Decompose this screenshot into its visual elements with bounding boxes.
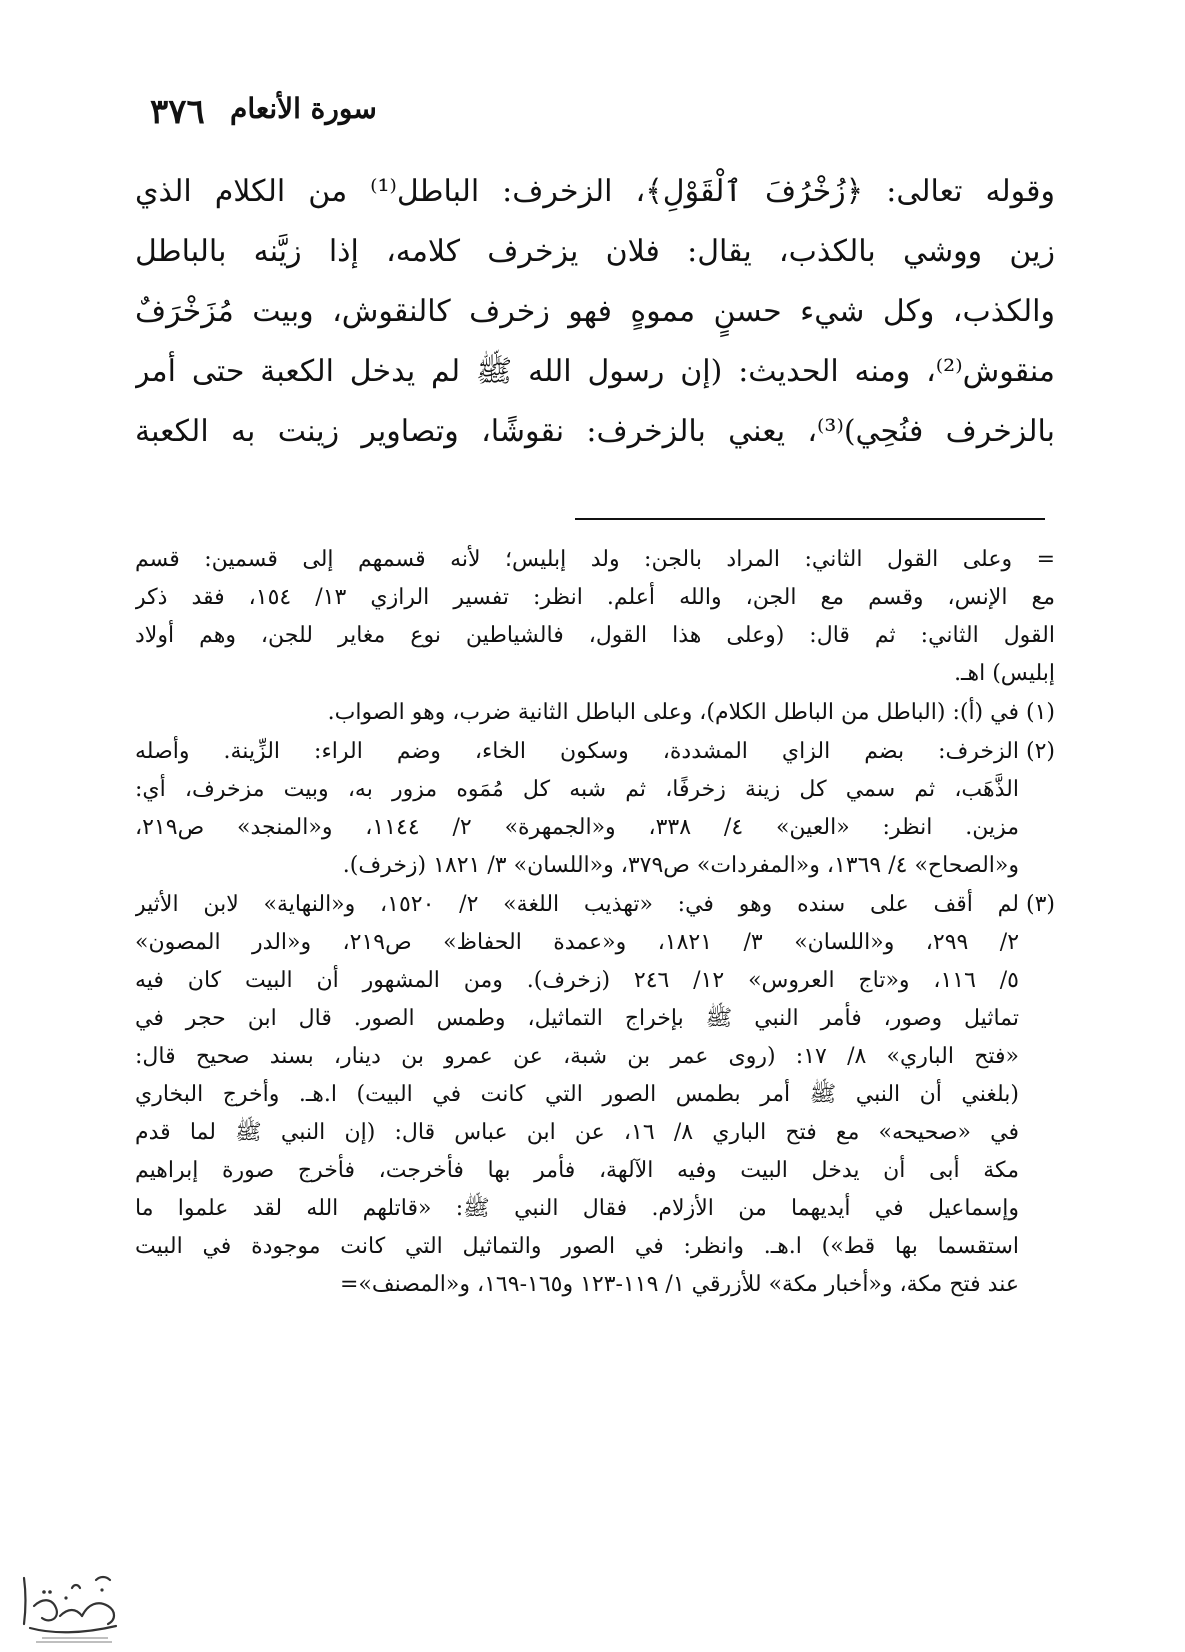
footnote-line: تماثيل وصور، فأمر النبي ﷺ بإخراج التماثيل، وطمس الصور. قال ابن حجر في xyxy=(135,1006,1019,1031)
main-text-line: منقوش⁽²⁾، ومنه الحديث: (إن رسول الله ﷺ لم يدخل الكعبة حتى أمر xyxy=(135,354,1055,389)
footnote-line: الذَّهَب، ثم سمي كل زينة زخرفًا، ثم شبه كل مُمَوه مزور به، وبيت مزخرف، أي: xyxy=(135,777,1019,802)
footnote-line: ٢/ ٢٩٩، و«اللسان» ٣/ ١٨٢١، و«عمدة الحفاظ» ص٢١٩، و«الدر المصون» xyxy=(135,930,1019,955)
footnote-1 xyxy=(135,694,1055,732)
main-text-line: زين ووشي بالكذب، يقال: فلان يزخرف كلامه، إذا زيَّنه بالباطل xyxy=(135,234,1055,269)
footnote-divider xyxy=(575,518,1045,520)
main-text xyxy=(135,162,1055,462)
footnote-line: عند فتح مكة، و«أخبار مكة» للأزرقي ١/ ١١٩-١٢٣ و١٦٥-١٦٩، و«المصنف»= xyxy=(340,1272,1019,1297)
footnote-line: الزخرف: بضم الزاي المشددة، وسكون الخاء، وضم الراء: الزِّينة. وأصله xyxy=(135,739,1019,764)
watermark-logo xyxy=(12,1558,132,1648)
calligraphy-logo-icon xyxy=(12,1558,132,1648)
footnote-line: مع الإنس، وقسم مع الجن، والله أعلم. انظر: تفسير الرازي ١٣/ ١٥٤، فقد ذكر xyxy=(135,585,1055,610)
footnote-continued xyxy=(135,541,1055,693)
footnote-line: لم أقف على سنده وهو في: «تهذيب اللغة» ٢/ ١٥٢٠، و«النهاية» لابن الأثير xyxy=(135,892,1019,917)
main-text-line: بالزخرف فنُحِي)⁽³⁾، يعني بالزخرف: نقوشًا، وتصاوير زينت به الكعبة xyxy=(135,414,1055,449)
footnote-line: مكة أبى أن يدخل البيت وفيه الآلهة، فأمر بها فأخرجت، فأخرج صورة إبراهيم xyxy=(135,1158,1019,1183)
footnote-line: إبليس) اهـ. xyxy=(954,661,1055,686)
footnote-line: في (أ): (الباطل من الباطل الكلام)، وعلى الباطل الثانية ضرب، وهو الصواب. xyxy=(327,700,1019,725)
footnote-line: في «صحيحه» مع فتح الباري ٨/ ١٦، عن ابن عباس قال: (إن النبي ﷺ لما قدم xyxy=(135,1120,1019,1145)
footnotes xyxy=(135,540,1055,1304)
footnote-line: و«الصحاح» ٤/ ١٣٦٩، و«المفردات» ص٣٧٩، و«اللسان» ٣/ ١٨٢١ (زخرف). xyxy=(342,853,1019,878)
footnote-line: وإسماعيل في أيديهما من الأزلام. فقال النبي ﷺ: «قاتلهم الله لقد علموا ما xyxy=(135,1196,1019,1221)
footnote-line: «فتح الباري» ٨/ ١٧: (روى عمر بن شبة، عن عمرو بن دينار، بسند صحيح قال: xyxy=(135,1044,1019,1069)
footnote-2 xyxy=(135,733,1055,885)
page-number: ٣٧٦ xyxy=(150,92,205,132)
footnote-line: القول الثاني: ثم قال: (وعلى هذا القول، فالشياطين نوع مغاير للجن، وهم أولاد xyxy=(135,623,1055,648)
main-text-line: والكذب، وكل شيء حسنٍ مموهٍ فهو زخرف كالنقوش، وبيت مُزَخْرَفٌ xyxy=(135,294,1055,329)
footnote-line: = وعلى القول الثاني: المراد بالجن: ولد إبليس؛ لأنه قسمهم إلى قسمين: قسم xyxy=(135,547,1055,572)
footnote-line: مزين. انظر: «العين» ٤/ ٣٣٨، و«الجمهرة» ٢/ ١١٤٤، و«المنجد» ص٢١٩، xyxy=(135,815,1019,840)
footnote-line: استقسما بها قط») ا.هـ. وانظر: في الصور والتماثيل التي كانت موجودة في البيت xyxy=(135,1234,1019,1259)
surah-title: سورة الأنعام xyxy=(230,92,377,125)
footnote-3 xyxy=(135,886,1055,1304)
footnote-marker: (٢) xyxy=(1025,739,1055,764)
footnote-line: ٥/ ١١٦، و«تاج العروس» ١٢/ ٢٤٦ (زخرف). ومن المشهور أن البيت كان فيه xyxy=(135,968,1019,993)
footnote-marker: (١) xyxy=(1025,700,1055,725)
footnote-marker: (٣) xyxy=(1025,892,1055,917)
main-text-line: وقوله تعالى: ﴿زُخْرُفَ ٱلْقَوْلِ﴾، الزخرف: الباطل⁽¹⁾ من الكلام الذي xyxy=(135,174,1055,209)
footnote-line: (بلغني أن النبي ﷺ أمر بطمس الصور التي كانت في البيت) ا.هـ. وأخرج البخاري xyxy=(135,1082,1019,1107)
